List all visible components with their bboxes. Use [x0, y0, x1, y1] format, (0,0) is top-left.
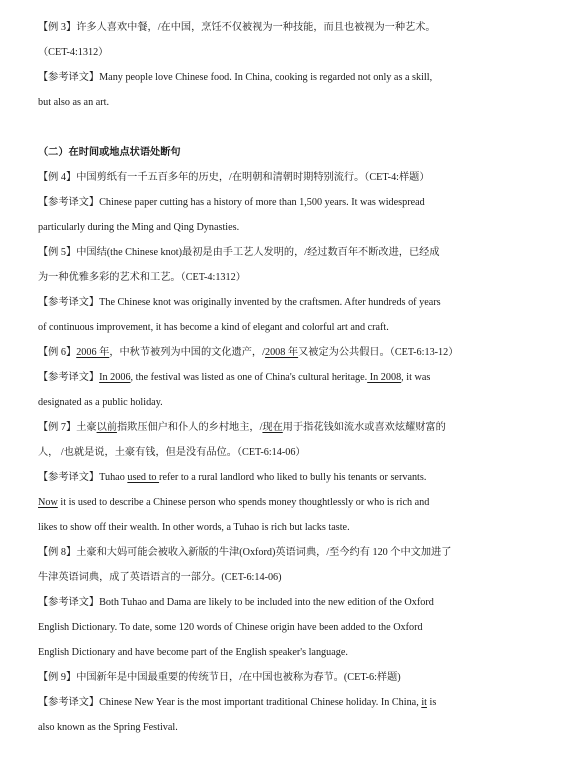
example-8-chinese-line-1: 【例 8】土豪和大妈可能会被收入新版的牛津(Oxford)英语词典，/至今约有 120 个中文加进了 [38, 547, 452, 558]
example-7-translation-line-1 [38, 471, 426, 485]
example-3-chinese-line-2: （CET-4:1312） [38, 47, 109, 58]
example-7-chinese-line-2: 人， /也就是说，土豪有钱，但是没有品位。（CET-6:14-06） [38, 447, 306, 458]
example-3-translation-line-1: 【参考译文】Many people love Chinese food. In China, cooking is regarded not only as a skill, [38, 72, 433, 83]
ex7-ref-underline-2: Now [38, 497, 58, 508]
example-8-translation-line-1: 【参考译文】Both Tuhao and Dama are likely to be included into the new edition of the Oxford [38, 597, 434, 608]
ex7-zh-b: 指欺压佃户和仆人的乡村地主，/ [116, 422, 263, 433]
example-3-translation-line-2: but also as an art. [38, 97, 110, 108]
ex9-ref-b: is [426, 697, 437, 708]
example-6-translation-line-2: designated as a public holiday. [38, 397, 163, 408]
example-4-chinese: 【例 4】中国剪纸有一千五百多年的历史，/在明朝和清朝时期特别流行。（CET-4:样题） [38, 172, 430, 183]
example-5-translation-line-1: 【参考译文】The Chinese knot was originally invented by the craftsmen. After hundreds of years [38, 297, 441, 308]
ex6-ref-c: , it was [401, 372, 431, 383]
ex6-ref-underline-1: In 2006 [99, 372, 131, 383]
example-5-translation-line-2: of continuous improvement, it has become a kind of elegant and colorful art and craft. [38, 322, 389, 333]
example-4-translation-line-1: 【参考译文】Chinese paper cutting has a history of more than 1,500 years. It was widespread [38, 197, 425, 208]
example-8-translation-line-2: English Dictionary. To date, some 120 words of Chinese origin have been added to the Oxford [38, 622, 423, 633]
example-6-chinese [38, 346, 458, 360]
example-9-translation-line-2: also known as the Spring Festival. [38, 722, 178, 733]
ex6-ref-underline-2: In 2008 [367, 372, 402, 383]
example-7-translation-line-3: likes to show off their wealth. In other words, a Tuhao is rich but lacks taste. [38, 522, 350, 533]
ex7-ref-b: refer to a rural landlord who liked to bully his tenants or servants. [159, 472, 427, 483]
ex9-ref-a: 【参考译文】Chinese New Year is the most important traditional Chinese holiday. In China, [38, 697, 422, 708]
example-3-chinese-line-1: 【例 3】许多人喜欢中餐，/在中国，烹饪不仅被视为一种技能，而且也被视为一种艺术。 [38, 22, 436, 33]
example-8-translation-line-3: English Dictionary and have become part of the English speaker's language. [38, 647, 348, 658]
ex6-zh-c: 又被定为公共假日。（CET-6:13-12） [298, 347, 459, 358]
ex7-zh-a: 【例 7】土豪 [38, 422, 97, 433]
section-heading: （二）在时间或地点状语处断句 [38, 147, 181, 158]
ex6-zh-underline-2: 2008 年 [264, 347, 299, 358]
ex6-ref-a: 【参考译文】 [38, 372, 100, 383]
example-5-chinese-line-1: 【例 5】中国结(the Chinese knot)最初是由手工艺人发明的，/经过数百年不断改进，已经成 [38, 247, 440, 258]
example-9-chinese: 【例 9】中国新年是中国最重要的传统节日，/在中国也被称为春节。(CET-6:样题) [38, 672, 401, 683]
ex7-zh-underline-2: 现在 [262, 422, 283, 433]
example-7-chinese-line-1 [38, 421, 446, 435]
ex7-ref-a: 【参考译文】Tuhao [38, 472, 128, 483]
example-4-translation-line-2: particularly during the Ming and Qing Dynasties. [38, 222, 240, 233]
example-5-chinese-line-2: 为一种优雅多彩的艺术和工艺。（CET-4:1312） [38, 272, 246, 283]
example-7-translation-line-2 [38, 496, 429, 510]
ex6-zh-underline-1: 2006 年 [76, 347, 110, 358]
example-6-translation-line-1 [38, 371, 430, 385]
ex9-ref-underline-1: it [421, 697, 427, 708]
ex6-ref-b: , the festival was listed as one of China's cultural heritage. [130, 372, 368, 383]
example-9-translation-line-1 [38, 696, 436, 710]
ex7-zh-c: 用于指花钱如流水或喜欢炫耀财富的 [282, 422, 446, 433]
ex7-ref-l2-rest: it is used to describe a Chinese person who spends money thoughtlessly or who is rich and [57, 497, 430, 508]
ex7-ref-underline-1: used to [127, 472, 160, 483]
ex6-zh-b: ，中秋节被列为中国的文化遗产，/ [109, 347, 265, 358]
example-8-chinese-line-2: 牛津英语词典，成了英语语言的一部分。(CET-6:14-06) [38, 572, 282, 583]
ex7-zh-underline-1: 以前 [96, 422, 117, 433]
ex6-zh-a: 【例 6】 [38, 347, 77, 358]
